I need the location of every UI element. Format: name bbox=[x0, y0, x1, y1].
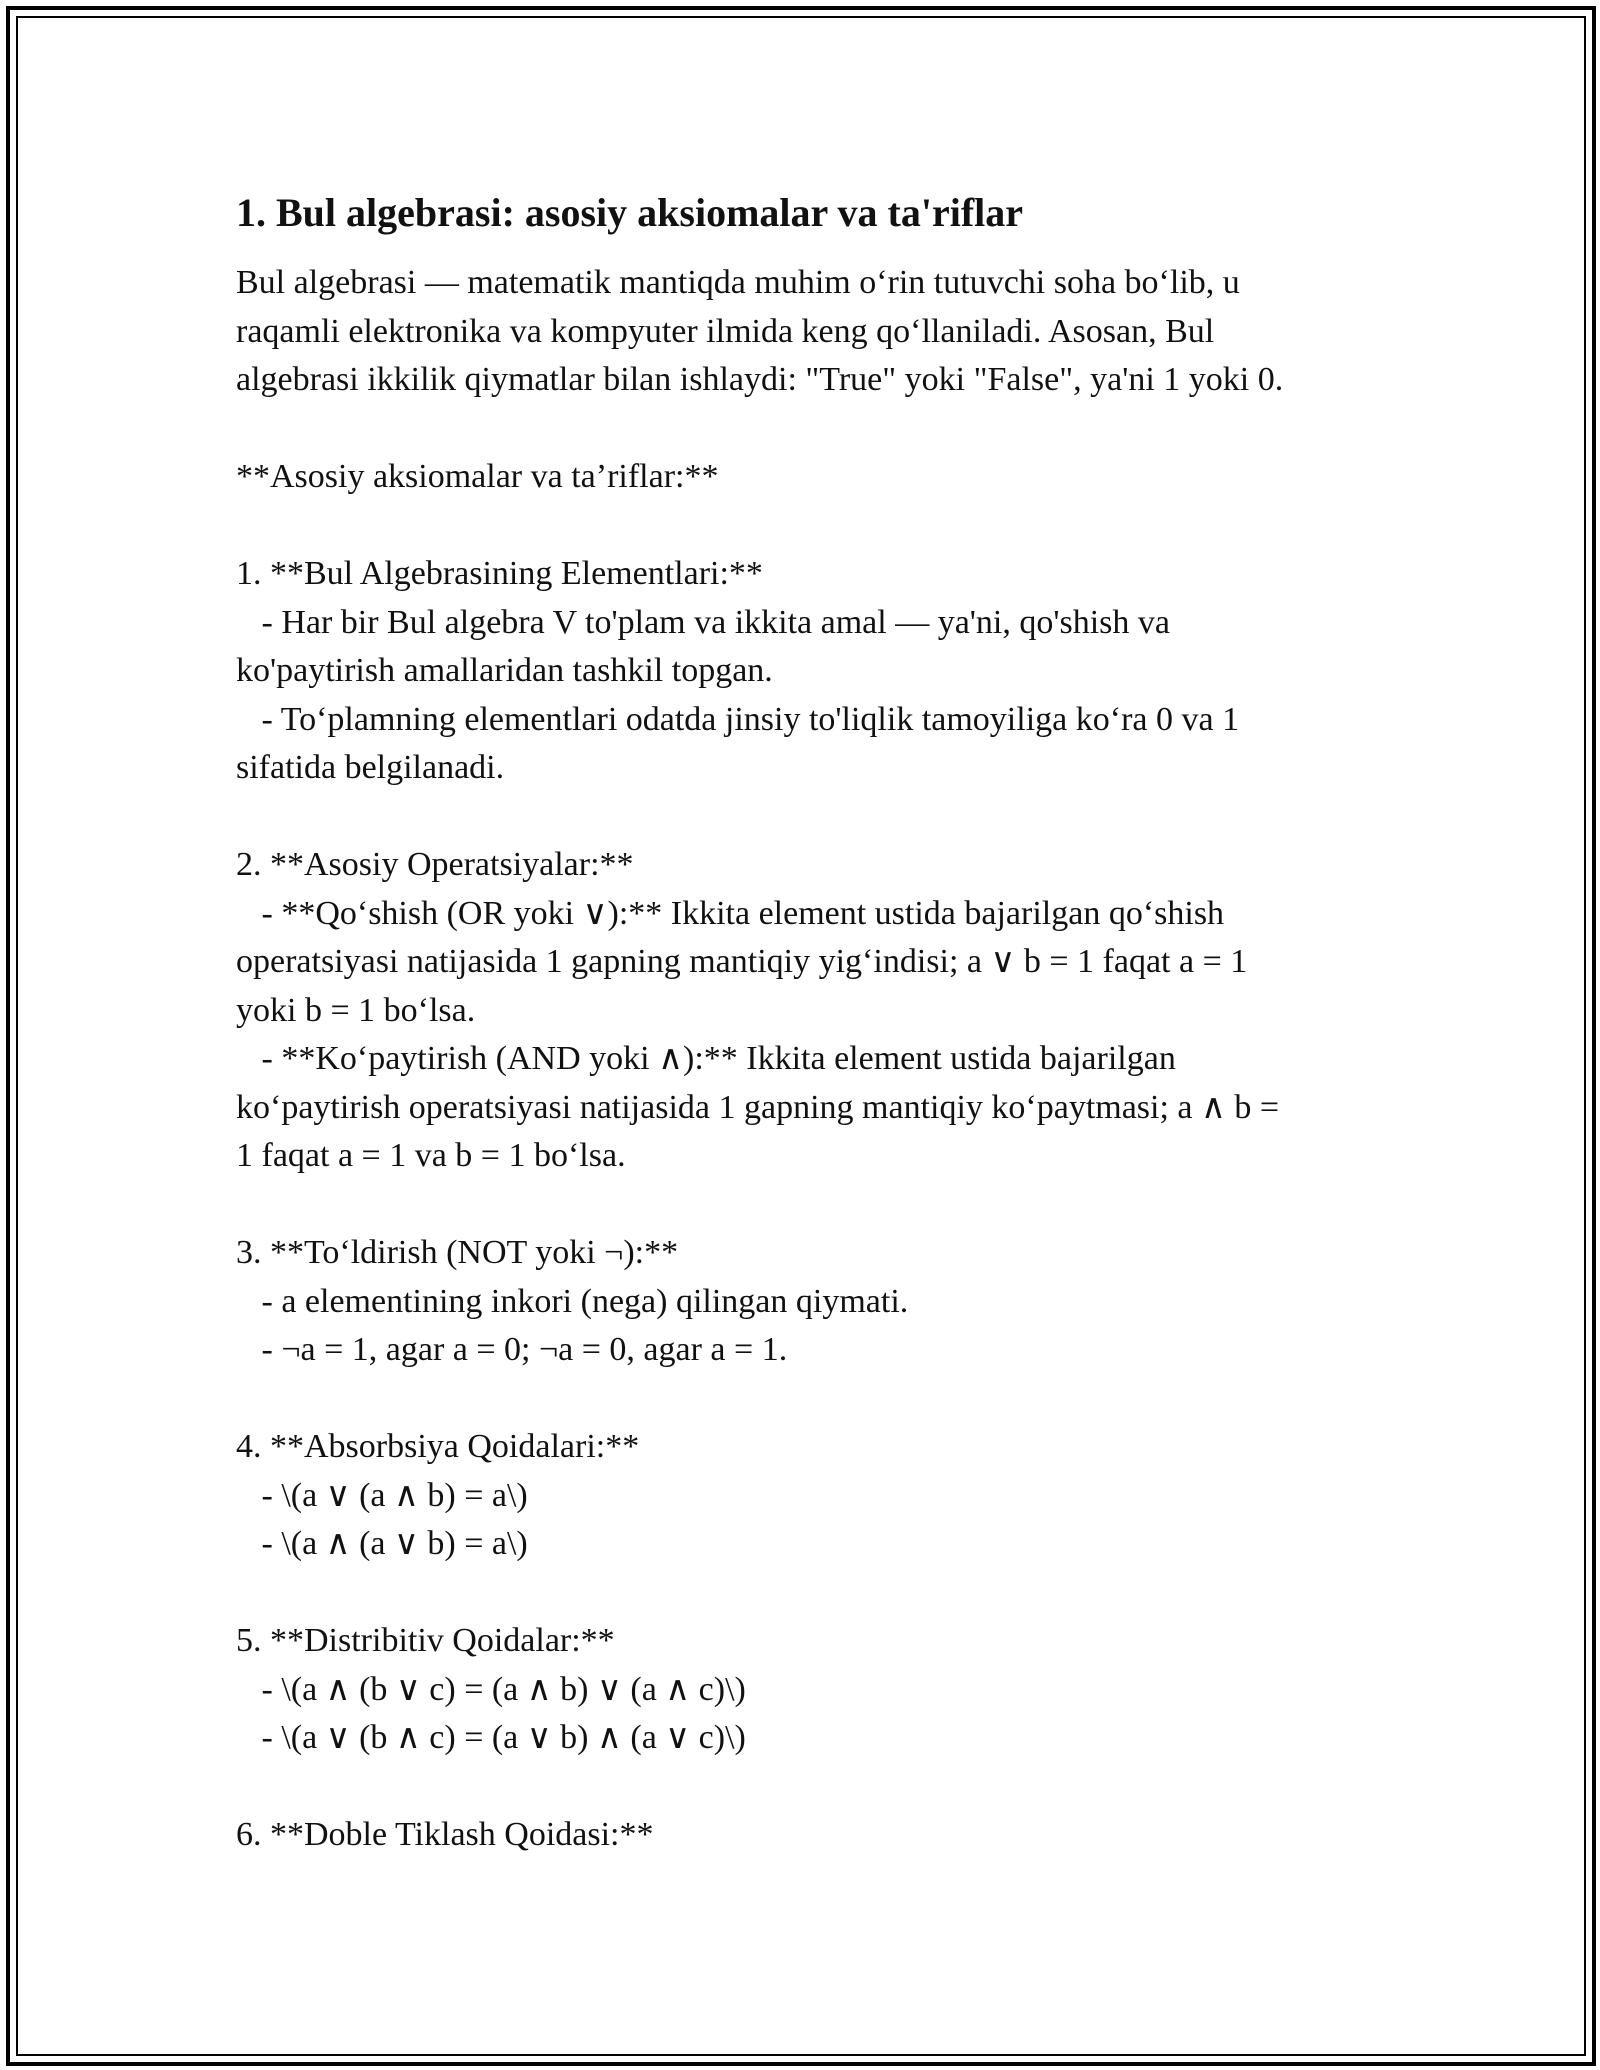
formula-line: - \(a ∨ (a ∧ b) = a\) bbox=[236, 1476, 528, 1514]
list-item-heading: 2. **Asosiy Operatsiyalar:** bbox=[236, 846, 634, 883]
document-title: 1. Bul algebrasi: asosiy aksiomalar va ta'riflar bbox=[236, 190, 1024, 235]
text-line: - To‘plamning elementlari odatda jinsiy to'liqlik tamoyiliga ko‘ra 0 va 1 bbox=[236, 700, 1240, 738]
text-line: operatsiyasi natijasida 1 gapning mantiqiy yig‘indisi; a ∨ b = 1 faqat a = 1 bbox=[236, 943, 1248, 980]
section-heading: **Asosiy aksiomalar va ta’riflar:** bbox=[236, 458, 719, 495]
blank-line bbox=[236, 1181, 1396, 1230]
list-item-heading: 4. **Absorbsiya Qoidalari:** bbox=[236, 1428, 640, 1465]
blank-line bbox=[236, 502, 1396, 551]
document-content bbox=[236, 185, 1396, 1860]
list-item-heading: 3. **To‘ldirish (NOT yoki ¬):** bbox=[236, 1234, 679, 1271]
text-line: 1 faqat a = 1 va b = 1 bo‘lsa. bbox=[236, 1137, 626, 1174]
text-line: - Har bir Bul algebra V to'plam va ikkita amal — ya'ni, qo'shish va bbox=[236, 603, 1170, 641]
blank-line bbox=[236, 1569, 1396, 1618]
text-line: algebrasi ikkilik qiymatlar bilan ishlaydi: "True" yoki "False", ya'ni 1 yoki 0. bbox=[236, 361, 1284, 398]
text-line: - **Ko‘paytirish (AND yoki ∧):** Ikkita element ustida bajarilgan bbox=[236, 1040, 1176, 1077]
text-line: - **Qo‘shish (OR yoki ∨):** Ikkita element ustida bajarilgan qo‘shish bbox=[236, 894, 1225, 932]
text-line: sifatida belgilanadi. bbox=[236, 749, 505, 786]
text-line: Bul algebrasi — matematik mantiqda muhim o‘rin tutuvchi soha bo‘lib, u bbox=[236, 264, 1240, 301]
text-line: yoki b = 1 bo‘lsa. bbox=[236, 991, 476, 1029]
blank-line bbox=[236, 405, 1396, 454]
text-line: - ¬a = 1, agar a = 0; ¬a = 0, agar a = 1. bbox=[236, 1331, 788, 1368]
blank-line bbox=[236, 793, 1396, 842]
blank-line bbox=[236, 1375, 1396, 1424]
formula-line: - \(a ∨ (b ∧ c) = (a ∨ b) ∧ (a ∨ c)\) bbox=[236, 1719, 746, 1756]
text-line: ko'paytirish amallaridan tashkil topgan. bbox=[236, 652, 773, 689]
list-item-heading: 1. **Bul Algebrasining Elementlari:** bbox=[236, 555, 763, 592]
formula-line: - \(a ∧ (a ∨ b) = a\) bbox=[236, 1525, 528, 1562]
text-line: ko‘paytirish operatsiyasi natijasida 1 gapning mantiqiy ko‘paytmasi; a ∧ b = bbox=[236, 1088, 1280, 1126]
text-line: - a elementining inkori (nega) qilingan qiymati. bbox=[236, 1282, 909, 1320]
document-body bbox=[236, 259, 1396, 1860]
list-item-heading: 5. **Distribitiv Qoidalar:** bbox=[236, 1622, 615, 1659]
text-line: raqamli elektronika va kompyuter ilmida keng qo‘llaniladi. Asosan, Bul bbox=[236, 312, 1215, 350]
formula-line: - \(a ∧ (b ∨ c) = (a ∧ b) ∨ (a ∧ c)\) bbox=[236, 1670, 746, 1708]
list-item-heading: 6. **Doble Tiklash Qoidasi:** bbox=[236, 1816, 654, 1853]
blank-line bbox=[236, 1763, 1396, 1812]
